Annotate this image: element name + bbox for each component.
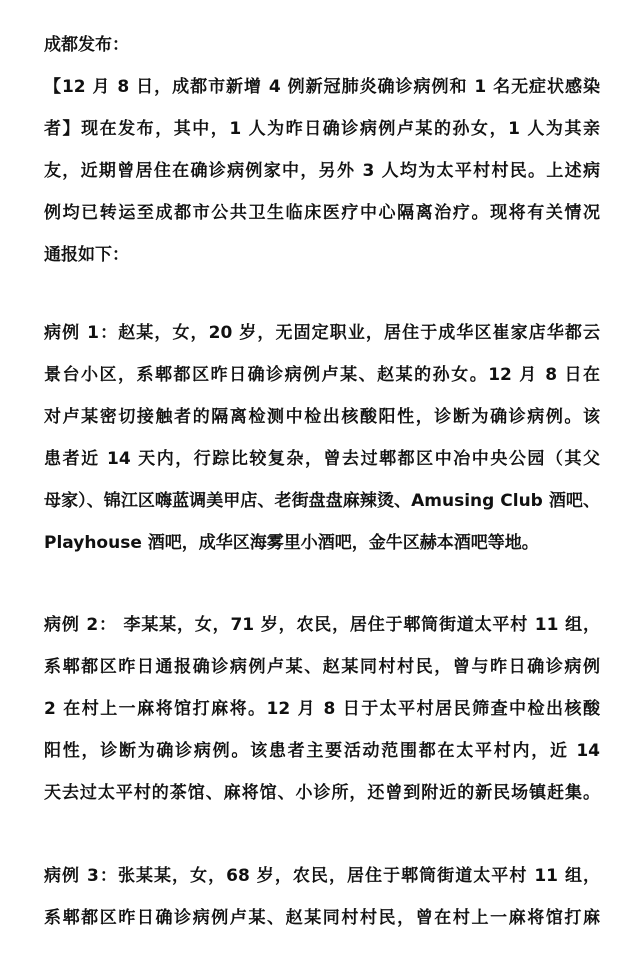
case-line: 对卢某密切接触者的隔离检测中检出核酸阳性，诊断为确诊病例。该 [44,407,600,427]
case-line: Playhouse 酒吧，成华区海雾里小酒吧，金牛区赫本酒吧等地。 [44,533,539,553]
case-line: 景台小区，系郫都区昨日确诊病例卢某、赵某的孙女。12 月 8 日在 [44,365,600,385]
intro-line: 【12 月 8 日，成都市新增 4 例新冠肺炎确诊病例和 1 名无症状感染 [44,77,600,97]
case-line: 患者近 14 天内，行踪比较复杂，曾去过郫都区中冶中央公园（其父 [44,449,600,469]
case-line: 系郫都区昨日确诊病例卢某、赵某同村村民，曾在村上一麻将馆打麻 [44,908,600,928]
case-line: 病例 2： 李某某，女，71 岁，农民，居住于郫筒街道太平村 11 组， [44,615,600,635]
document-header: 成都发布： [44,35,129,55]
case-line: 2 在村上一麻将馆打麻将。12 月 8 日于太平村居民筛查中检出核酸 [44,699,600,719]
case-line: 系郫都区昨日通报确诊病例卢某、赵某同村村民，曾与昨日确诊病例 [44,657,600,677]
intro-line: 友，近期曾居住在确诊病例家中，另外 3 人均为太平村村民。上述病 [44,161,600,181]
case-line: 阳性，诊断为确诊病例。该患者主要活动范围都在太平村内，近 14 [44,741,600,761]
intro-line: 例均已转运至成都市公共卫生临床医疗中心隔离治疗。现将有关情况 [44,203,600,223]
case-line: 母家）、锦江区嗨蓝调美甲店、老街盘盘麻辣烫、Amusing Club 酒吧、 [44,491,600,511]
case-line: 病例 3：张某某，女，68 岁，农民，居住于郫筒街道太平村 11 组， [44,866,600,886]
intro-line: 者】现在发布，其中，1 人为昨日确诊病例卢某的孙女，1 人为其亲 [44,119,600,139]
intro-line: 通报如下： [44,245,129,265]
case-line: 病例 1：赵某，女，20 岁，无固定职业，居住于成华区崔家店华都云 [44,323,600,343]
case-line: 天去过太平村的茶馆、麻将馆、小诊所，还曾到附近的新民场镇赶集。 [44,783,600,803]
